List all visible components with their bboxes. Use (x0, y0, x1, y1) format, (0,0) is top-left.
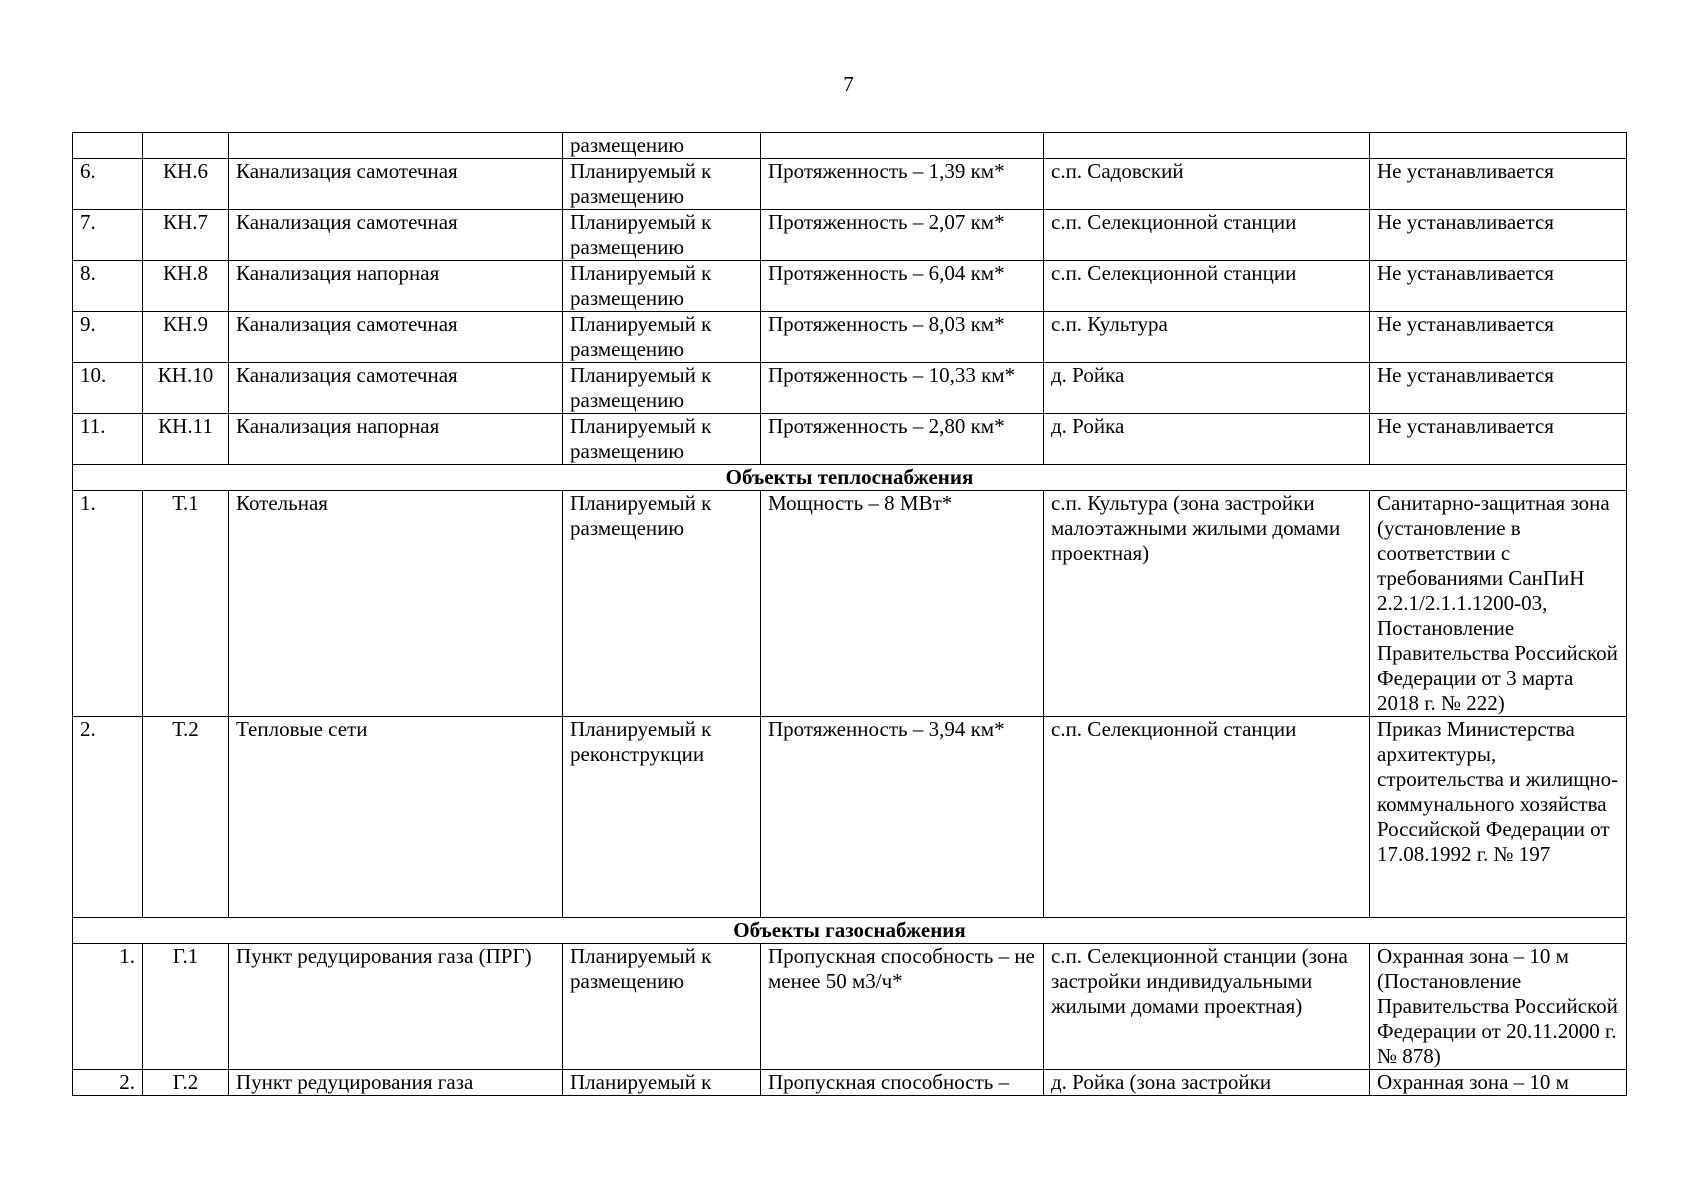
cell-characteristic: Протяженность – 6,04 км* (761, 261, 1044, 312)
cell-characteristic: Протяженность – 2,80 км* (761, 414, 1044, 465)
cell-characteristic: Протяженность – 1,39 км* (761, 159, 1044, 210)
cell-num: 7. (73, 210, 143, 261)
cell-status: размещению (563, 133, 761, 159)
cell-num: 1. (73, 944, 143, 1070)
cell-status: Планируемый к размещению (563, 363, 761, 414)
cell-location: д. Ройка (1044, 414, 1370, 465)
cell-name: Пункт редуцирования газа (229, 1070, 563, 1096)
cell-location: с.п. Селекционной станции (1044, 717, 1370, 918)
objects-table (72, 132, 1627, 1096)
table-row (73, 363, 1627, 414)
cell-name: Котельная (229, 491, 563, 717)
table-row (73, 944, 1627, 1070)
cell-characteristic: Протяженность – 3,94 км* (761, 717, 1044, 918)
cell-location: с.п. Селекционной станции (1044, 210, 1370, 261)
table-row (73, 414, 1627, 465)
cell-num: 8. (73, 261, 143, 312)
cell-status: Планируемый к размещению (563, 491, 761, 717)
table-row (73, 491, 1627, 717)
cell-code: КН.6 (143, 159, 229, 210)
cell-num (73, 133, 143, 159)
cell-characteristic: Мощность – 8 МВт* (761, 491, 1044, 717)
cell-num: 6. (73, 159, 143, 210)
section-title-heat: Объекты теплоснабжения (73, 465, 1627, 491)
section-header-row (73, 918, 1627, 944)
cell-zone: Охранная зона – 10 м (1370, 1070, 1627, 1096)
table-row (73, 1070, 1627, 1096)
cell-characteristic: Протяженность – 8,03 км* (761, 312, 1044, 363)
cell-code (143, 133, 229, 159)
cell-location (1044, 133, 1370, 159)
cell-status: Планируемый к (563, 1070, 761, 1096)
cell-zone: Не устанавливается (1370, 312, 1627, 363)
section-title-gas: Объекты газоснабжения (73, 918, 1627, 944)
cell-zone: Охранная зона – 10 м (Постановление Правительства Российской Федерации от 20.11.2000 г. № 878) (1370, 944, 1627, 1070)
cell-zone: Приказ Министерства архитектуры, строительства и жилищно-коммунального хозяйства Российской Федерации от 17.08.1992 г. № 197 (1370, 717, 1627, 918)
cell-zone: Не устанавливается (1370, 414, 1627, 465)
cell-zone: Не устанавливается (1370, 261, 1627, 312)
cell-zone (1370, 133, 1627, 159)
cell-location: с.п. Культура (1044, 312, 1370, 363)
cell-status: Планируемый к размещению (563, 159, 761, 210)
table-row (73, 261, 1627, 312)
table-row-continuation (73, 133, 1627, 159)
cell-code: Т.1 (143, 491, 229, 717)
cell-code: Т.2 (143, 717, 229, 918)
cell-name: Канализация самотечная (229, 210, 563, 261)
cell-name: Пункт редуцирования газа (ПРГ) (229, 944, 563, 1070)
section-header-row (73, 465, 1627, 491)
cell-num: 11. (73, 414, 143, 465)
cell-code: КН.9 (143, 312, 229, 363)
cell-zone: Не устанавливается (1370, 159, 1627, 210)
cell-name: Канализация напорная (229, 414, 563, 465)
table-row (73, 717, 1627, 918)
cell-num: 9. (73, 312, 143, 363)
cell-name: Канализация самотечная (229, 159, 563, 210)
cell-status: Планируемый к реконструкции (563, 717, 761, 918)
cell-location: д. Ройка (зона застройки (1044, 1070, 1370, 1096)
cell-characteristic: Пропускная способность – (761, 1070, 1044, 1096)
cell-code: Г.2 (143, 1070, 229, 1096)
cell-location: с.п. Селекционной станции (зона застройки индивидуальными жилыми домами проектная) (1044, 944, 1370, 1070)
cell-status: Планируемый к размещению (563, 312, 761, 363)
cell-num: 1. (73, 491, 143, 717)
cell-location: д. Ройка (1044, 363, 1370, 414)
cell-num: 2. (73, 717, 143, 918)
cell-num: 2. (73, 1070, 143, 1096)
cell-location: с.п. Культура (зона застройки малоэтажными жилыми домами проектная) (1044, 491, 1370, 717)
cell-characteristic: Протяженность – 2,07 км* (761, 210, 1044, 261)
cell-code: КН.8 (143, 261, 229, 312)
cell-zone: Не устанавливается (1370, 363, 1627, 414)
cell-zone: Санитарно-защитная зона (установление в соответствии с требованиями СанПиН 2.2.1/2.1.1.1200-03, Постановление Правительства Российской Федерации от 3 марта 2018 г. № 222) (1370, 491, 1627, 717)
cell-code: КН.7 (143, 210, 229, 261)
cell-num: 10. (73, 363, 143, 414)
cell-zone: Не устанавливается (1370, 210, 1627, 261)
table-row (73, 210, 1627, 261)
cell-characteristic: Пропускная способность – не менее 50 м3/ч* (761, 944, 1044, 1070)
page-number: 7 (843, 72, 854, 96)
cell-location: с.п. Садовский (1044, 159, 1370, 210)
cell-status: Планируемый к размещению (563, 944, 761, 1070)
cell-status: Планируемый к размещению (563, 414, 761, 465)
cell-code: КН.10 (143, 363, 229, 414)
table-row (73, 159, 1627, 210)
cell-name (229, 133, 563, 159)
cell-code: Г.1 (143, 944, 229, 1070)
cell-status: Планируемый к размещению (563, 210, 761, 261)
cell-characteristic (761, 133, 1044, 159)
cell-status: Планируемый к размещению (563, 261, 761, 312)
cell-name: Канализация самотечная (229, 363, 563, 414)
table-row (73, 312, 1627, 363)
cell-code: КН.11 (143, 414, 229, 465)
cell-name: Канализация самотечная (229, 312, 563, 363)
cell-location: с.п. Селекционной станции (1044, 261, 1370, 312)
cell-name: Канализация напорная (229, 261, 563, 312)
cell-characteristic: Протяженность – 10,33 км* (761, 363, 1044, 414)
cell-name: Тепловые сети (229, 717, 563, 918)
